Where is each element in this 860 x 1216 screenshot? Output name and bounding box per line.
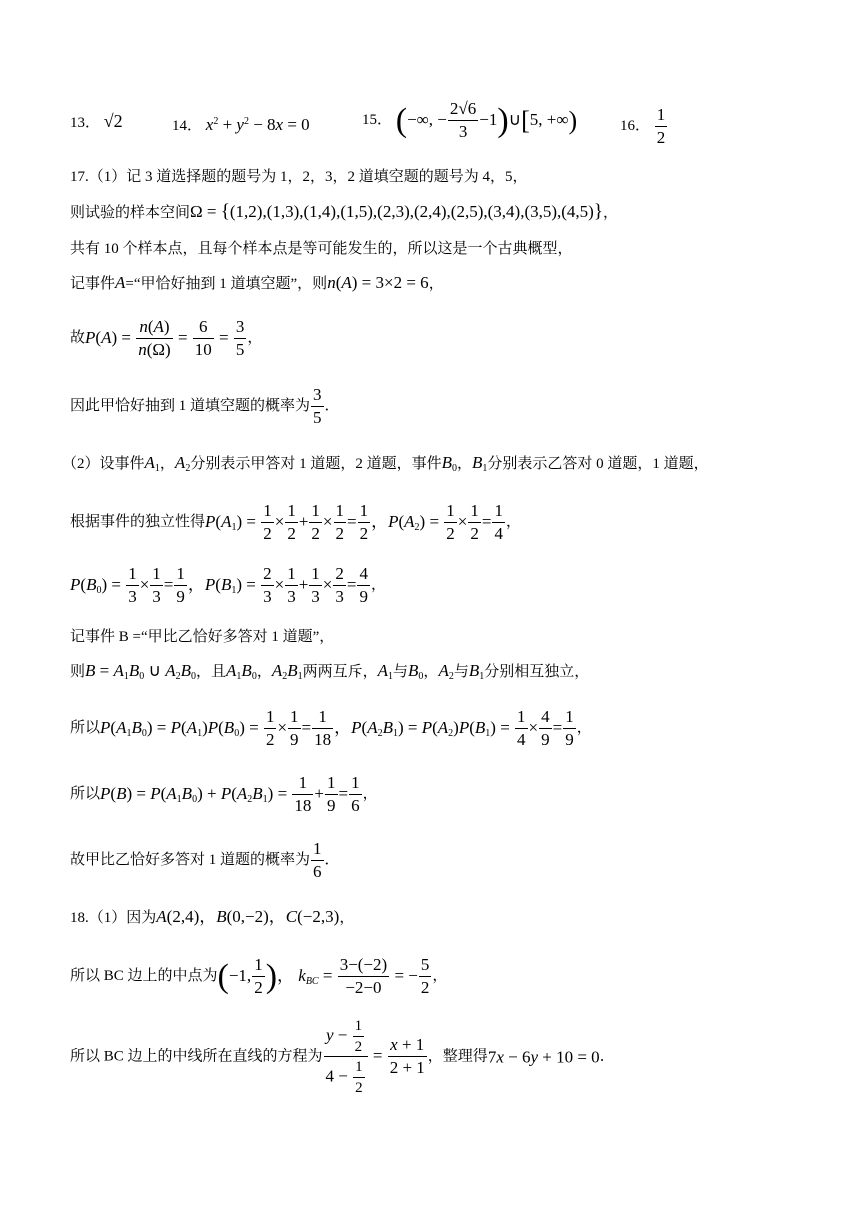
q18-line-1: 18.（1）因为A(2,4)，B(0,−2)，C(−2,3)， (70, 907, 355, 926)
q17-part2-line-4: 记事件 B =“甲比乙恰好多答对 1 道题”， (70, 629, 335, 645)
answer-13-value: √2 (103, 111, 123, 131)
answer-14 (172, 116, 310, 134)
q17-part2-line-7: 所以$P(B) = P(A_1B_0) + P(A_2B_1)$ = $\frac{1}{18}$ + $\frac{1}{9}$ = $\frac{1}{6}$ ， (70, 773, 378, 815)
q17-part2-line-2: 根据事件的独立性得$P(A_1)$ = $\frac{1}{2}$ × $\frac{1}{2}$ + $\frac{1}{2}$ × $\frac{1}{2}$ = $\frac{1}{2}$ ，$P(A_2)$ = $\frac{1}{2}$ × $\frac{1}{2}$ = $\frac{1}{4}$ ， (70, 501, 521, 543)
answer-line (70, 112, 123, 131)
answer-13-number: 13． (70, 115, 101, 131)
answer-14-value: $x^2 + y^2 - 8x = 0$ (205, 115, 310, 134)
q17-part2-line-5: 则$B = A_1B_0$ ∪ $A_2B_0$，且$A_1B_0$，$A_2B_1$两两互斥，$A_1$与$B_0$，$A_2$与$B_1$分别相互独立， (70, 661, 590, 682)
q18-line-3: 所以 BC 边上的中线所在直线的方程为 y − $\frac{1}{2}$ 4 − $\frac{1}{2}$ = $\frac{x + 1}{2 + 1}$ ，整理得7x − 6y + 10 = 0． (70, 1018, 615, 1096)
q17-part2-line-3: $P(B_0)$ = $\frac{1}{3}$ × $\frac{1}{3}$ = $\frac{1}{9}$ ，$P(B_1)$ = $\frac{2}{3}$ × $\frac{1}{3}$ + $\frac{1}{3}$ × $\frac{2}{3}$ = $\frac{4}{9}$ ， (70, 564, 386, 606)
q17-line-6: 因此甲恰好抽到 1 道填空题的概率为 $\frac{3}{5}$ ． (70, 385, 340, 427)
answer-14-number: 14． (172, 118, 203, 134)
answer-16-number: 16． (620, 118, 651, 135)
q17-part2-line-1: （2）设事件$A_1$，$A_2$分别表示甲答对 1 道题，2 道题，事件$B_0$，$B_1$分别表示乙答对 0 道题，1 道题， (62, 453, 709, 474)
q17-line-1: 17.（1）记 3 道选择题的题号为 1，2，3，2 道填空题的题号为 4，5， (70, 169, 528, 185)
q17-line-3: 共有 10 个样本点，且每个样本点是等可能发生的，所以这是一个古典概型， (70, 241, 573, 257)
answer-16-value: $\frac{1}{2}$ (656, 105, 666, 147)
answer-15 (362, 100, 577, 141)
q17-line-4: 记事件A=“甲恰好抽到 1 道填空题”，则n(A) = 3×2 = 6， (70, 273, 444, 292)
q17-part2-line-6: 所以$P(A_1B_0) = P(A_1)P(B_0)$ = $\frac{1}{2}$ × $\frac{1}{9}$ = $\frac{1}{18}$ ，$P(A_2B_1) = P(A_2)P(B_1)$ = $\frac{1}{4}$ × $\frac{4}{9}$ = $\frac{1}{9}$ ， (70, 707, 592, 749)
q17-part2-line-8: 故甲比乙恰好多答对 1 道题的概率为 $\frac{1}{6}$ ． (70, 839, 340, 881)
answer-16 (620, 106, 668, 147)
q18-line-2: 所以 BC 边上的中点为(−1, $\frac{1}{2}$ )， $k_{BC}$ = $\frac{3-(-2)}{-2-0}$ = − $\frac{5}{2}$ ， (70, 955, 448, 997)
q17-line-5: 故P(A) = $\frac{n(A)}{n(\Omega)}$ = $\frac{6}{10}$ = $\frac{3}{5}$ ， (70, 317, 263, 359)
sample-space: Ω = {(1,2),(1,3),(1,4),(1,5),(2,3),(2,4),(2,5),(3,4),(3,5),(4,5)} (190, 201, 603, 222)
answer-15-value: (−∞, − $\frac{2√6}{3}$ −1)∪[5, +∞) (395, 99, 578, 141)
answer-15-number: 15． (362, 112, 393, 129)
q17-line-2: 则试验的样本空间Ω = {(1,2),(1,3),(1,4),(1,5),(2,3),(2,4),(2,5),(3,4),(3,5),(4,5)}， (70, 201, 618, 222)
